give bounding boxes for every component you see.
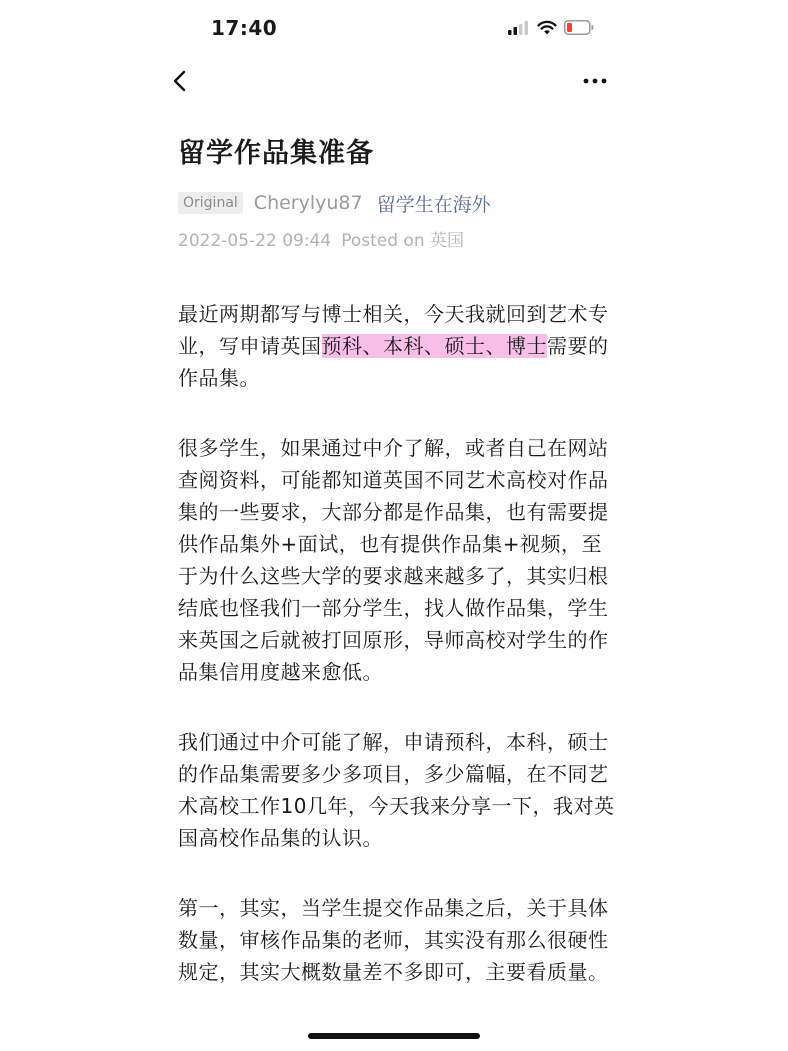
paragraph-3: 我们通过中介可能了解，申请预科，本科，硕士的作品集需要多少多项目，多少篇幅，在不同艺术高校工作10几年，今天我来分享一下，我对英国高校作品集的认识。 — [178, 730, 615, 850]
paragraph-2: 很多学生，如果通过中介了解，或者自己在网站查阅资料，可能都知道英国不同艺术高校对作品集的一些要求，大部分都是作品集，也有需要提供作品集外+面试，也有提供作品集+视频，至于为什么这些大学的要求越来越多了，其实归根结底也怪我们一部分学生，找人做作品集，学生来英国之后就被打回原形，导师高校对学生的作品集信用度越来愈低。 — [178, 436, 609, 684]
original-badge: Original — [178, 192, 243, 214]
more-dots-icon — [578, 70, 612, 92]
article-title: 留学作品集准备 — [178, 138, 374, 169]
wifi-icon — [537, 20, 557, 35]
publish-date: 2022-05-22 09:44 — [178, 231, 332, 251]
status-bar — [0, 0, 788, 60]
status-time: 17:40 — [211, 16, 278, 40]
account-link[interactable]: 留学生在海外 — [376, 193, 491, 216]
status-icons — [508, 20, 594, 35]
author-name: Cherylyu87 — [253, 192, 363, 214]
posted-location: Posted on 英国 — [341, 231, 465, 251]
paragraph-4: 第一，其实，当学生提交作品集之后，关于具体数量，审核作品集的老师，其实没有那么很硬性规定，其实大概数量差不多即可，主要看质量。 — [178, 896, 609, 984]
cellular-signal-icon — [508, 21, 530, 35]
nav-bar — [0, 60, 788, 106]
article — [178, 130, 618, 1026]
chevron-left-icon — [166, 64, 196, 98]
back-button[interactable] — [166, 64, 196, 98]
article-meta — [178, 190, 618, 216]
home-indicator[interactable] — [308, 1033, 480, 1039]
paragraph-1 — [178, 298, 618, 394]
article-body — [178, 298, 618, 988]
publish-info — [178, 228, 618, 254]
paragraph-1-tail: 需要的作品集。 — [178, 334, 609, 390]
paragraph-1-text: 最近两期都写与博士相关，今天我就回到艺术专业，写申请英国 — [178, 302, 609, 358]
highlighted-text: 预科、本科、硕士、博士 — [321, 334, 547, 358]
more-button[interactable] — [578, 70, 612, 92]
battery-low-icon — [564, 20, 594, 35]
